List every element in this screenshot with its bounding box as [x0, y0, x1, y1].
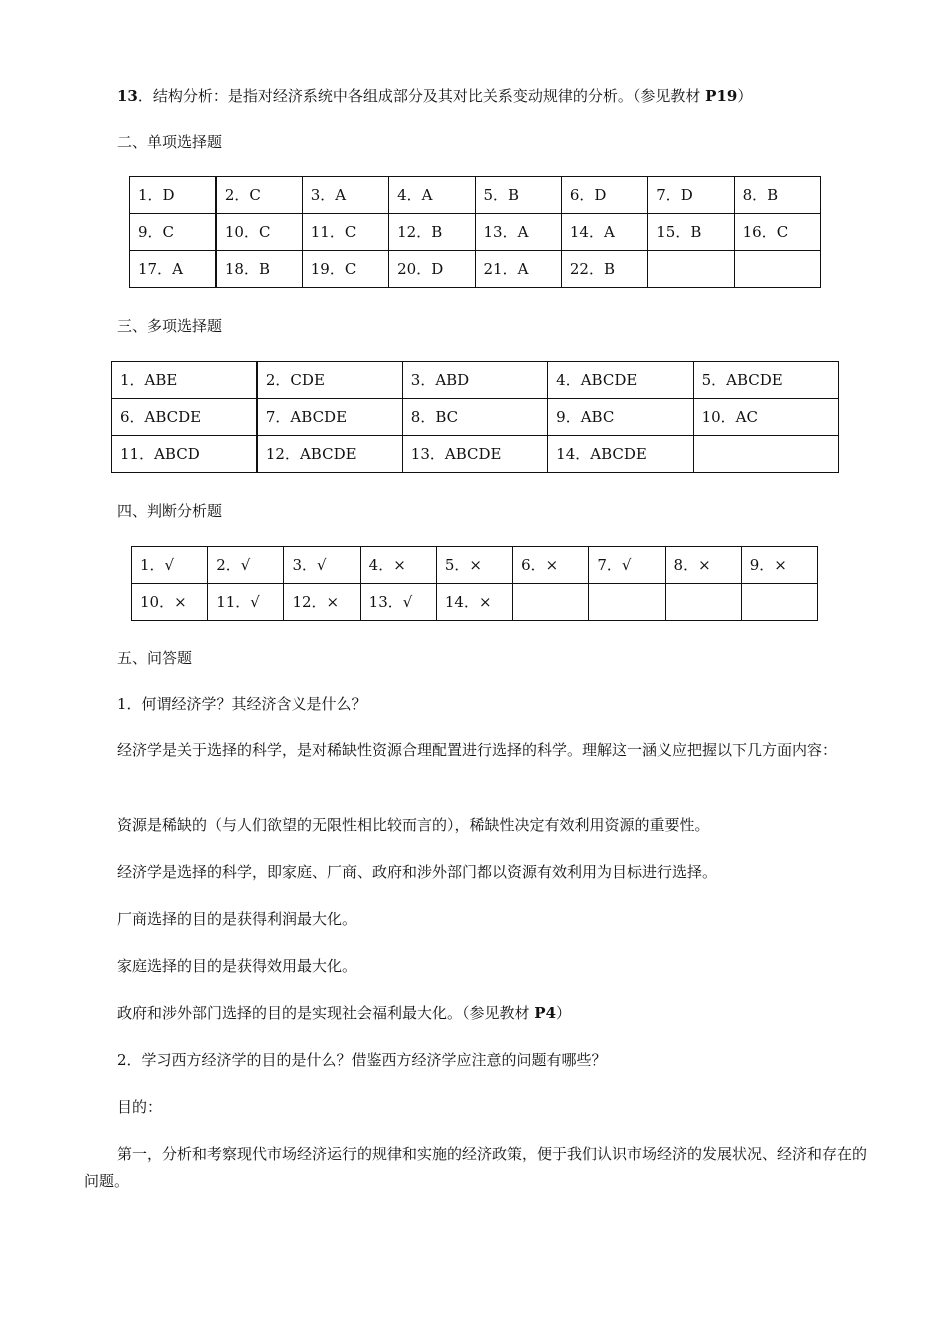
- item-13: [117, 86, 752, 106]
- answer-cell: 19．C: [302, 251, 388, 288]
- question-1-conclusion-text: 政府和涉外部门选择的目的是实现社会福利最大化。（参见教材: [117, 1004, 530, 1022]
- answer-cell: 5．ABCDE: [693, 362, 838, 399]
- answer-cell: 11．ABCD: [112, 436, 257, 473]
- answer-row: [130, 251, 821, 288]
- answer-cell: 5．×: [436, 547, 512, 584]
- answer-cell: [513, 584, 589, 621]
- question-1-conclusion: [117, 1003, 571, 1023]
- answer-cell: 12．B: [389, 214, 475, 251]
- answer-cell: 6．D: [561, 177, 647, 214]
- answer-cell: 11．√: [208, 584, 284, 621]
- answer-cell: 12．ABCDE: [257, 436, 402, 473]
- answer-row: [130, 214, 821, 251]
- item-13-ref: P19: [705, 87, 738, 105]
- answer-cell: 18．B: [216, 251, 302, 288]
- answer-cell: 14．×: [436, 584, 512, 621]
- answer-row: [130, 177, 821, 214]
- answer-cell: [693, 436, 838, 473]
- answer-cell: 17．A: [130, 251, 216, 288]
- question-1-ref: P4: [534, 1004, 557, 1022]
- answer-cell: 8．BC: [402, 399, 547, 436]
- answer-cell: 7．ABCDE: [257, 399, 402, 436]
- question-1-point: 经济学是选择的科学，即家庭、厂商、政府和涉外部门都以资源有效利用为目标进行选择。: [117, 863, 718, 881]
- answer-cell: 13．A: [475, 214, 561, 251]
- answer-cell: 9．C: [130, 214, 216, 251]
- answer-cell: 7．√: [589, 547, 665, 584]
- answer-cell: 12．×: [284, 584, 360, 621]
- section-2-title: 二、单项选择题: [117, 133, 223, 151]
- answer-row: [132, 584, 818, 621]
- answer-cell: 4．ABCDE: [548, 362, 693, 399]
- section-5-title: 五、问答题: [117, 649, 193, 667]
- answer-cell: [741, 584, 817, 621]
- answer-cell: 6．×: [513, 547, 589, 584]
- single-choice-answer-table: [129, 176, 821, 288]
- answer-cell: 13．ABCDE: [402, 436, 547, 473]
- answer-cell: 10．×: [132, 584, 208, 621]
- answer-cell: 21．A: [475, 251, 561, 288]
- multiple-choice-answer-table: [111, 361, 839, 473]
- item-13-text: ．结构分析：是指对经济系统中各组成部分及其对比关系变动规律的分析。（参见教材: [137, 87, 701, 105]
- answer-cell: 3．√: [284, 547, 360, 584]
- answer-cell: 9．ABC: [548, 399, 693, 436]
- section-3-title: 三、多项选择题: [117, 317, 223, 335]
- item-13-number: 13: [117, 87, 138, 105]
- answer-cell: 2．C: [216, 177, 302, 214]
- item-13-close: ）: [737, 87, 753, 105]
- question-2-purpose-label: 目的：: [117, 1098, 163, 1116]
- answer-cell: 14．A: [561, 214, 647, 251]
- answer-row: [132, 547, 818, 584]
- answer-cell: 5．B: [475, 177, 561, 214]
- answer-cell: 6．ABCDE: [112, 399, 257, 436]
- question-2: 2．学习西方经济学的目的是什么？借鉴西方经济学应注意的问题有哪些？: [117, 1051, 607, 1069]
- answer-cell: 13．√: [360, 584, 436, 621]
- answer-cell: 9．×: [741, 547, 817, 584]
- answer-cell: 15．B: [648, 214, 734, 251]
- question-1: 1．何谓经济学？其经济含义是什么？: [117, 695, 367, 713]
- answer-cell: 3．ABD: [402, 362, 547, 399]
- question-1-close: ）: [556, 1004, 572, 1022]
- answer-cell: 8．×: [665, 547, 741, 584]
- question-1-point: 厂商选择的目的是获得利润最大化。: [117, 910, 358, 928]
- answer-cell: 1．√: [132, 547, 208, 584]
- answer-cell: 4．A: [389, 177, 475, 214]
- answer-cell: 10．AC: [693, 399, 838, 436]
- true-false-answer-table: [131, 546, 818, 621]
- answer-row: [112, 436, 839, 473]
- answer-cell: 3．A: [302, 177, 388, 214]
- question-1-intro: 经济学是关于选择的科学，是对稀缺性资源合理配置进行选择的科学。理解这一涵义应把握以下几方面内容：: [117, 741, 838, 759]
- answer-cell: 4．×: [360, 547, 436, 584]
- answer-cell: 2．CDE: [257, 362, 402, 399]
- section-4-title: 四、判断分析题: [117, 502, 223, 520]
- answer-cell: 8．B: [734, 177, 820, 214]
- answer-cell: 11．C: [302, 214, 388, 251]
- answer-cell: 1．D: [130, 177, 216, 214]
- answer-cell: 7．D: [648, 177, 734, 214]
- answer-cell: [734, 251, 820, 288]
- answer-cell: 2．√: [208, 547, 284, 584]
- answer-cell: 1．ABE: [112, 362, 257, 399]
- answer-cell: [665, 584, 741, 621]
- answer-cell: 16．C: [734, 214, 820, 251]
- answer-cell: [648, 251, 734, 288]
- answer-cell: 20．D: [389, 251, 475, 288]
- answer-row: [112, 362, 839, 399]
- answer-cell: 14．ABCDE: [548, 436, 693, 473]
- question-1-point: 资源是稀缺的（与人们欲望的无限性相比较而言的），稀缺性决定有效利用资源的重要性。: [117, 816, 710, 834]
- question-2-first-point: 第一，分析和考察现代市场经济运行的规律和实施的经济政策，便于我们认识市场经济的发展状况、经济和存在的问题。: [84, 1145, 868, 1190]
- question-1-point: 家庭选择的目的是获得效用最大化。: [117, 957, 358, 975]
- answer-row: [112, 399, 839, 436]
- answer-cell: [589, 584, 665, 621]
- answer-cell: 10．C: [216, 214, 302, 251]
- answer-cell: 22．B: [561, 251, 647, 288]
